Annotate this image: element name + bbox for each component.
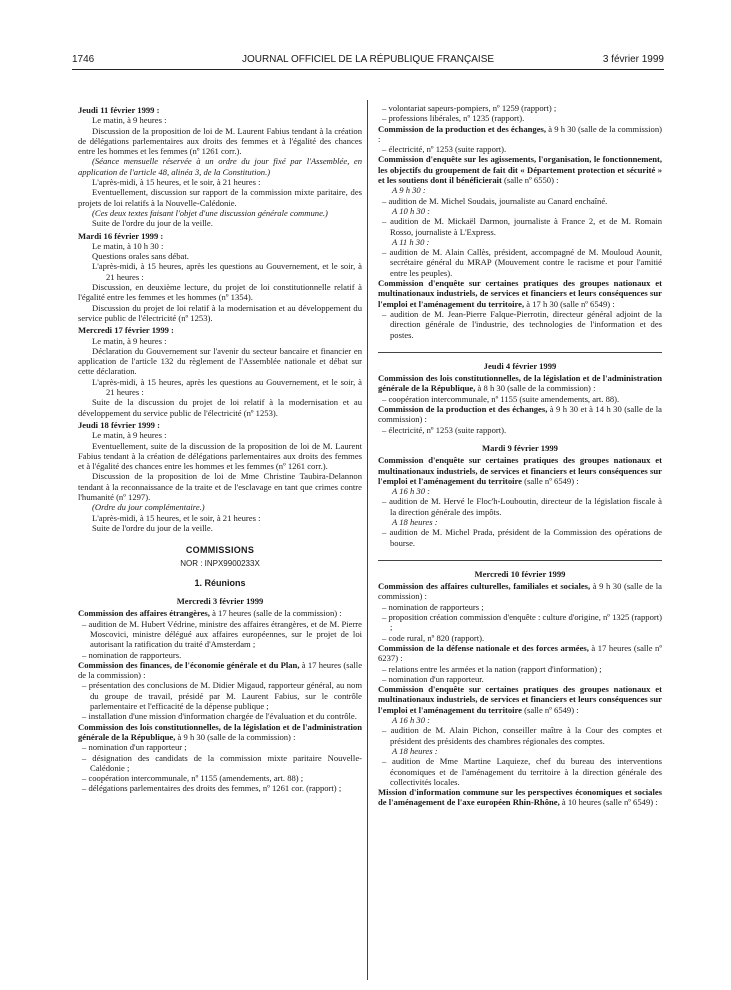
date-heading (78, 105, 362, 115)
list-item (378, 394, 662, 404)
text: (Séance mensuelle réservée à un ordre du jour fixé par l'Assemblée, en application de l'article 48, alinéa 3, de la Constitution.) (78, 156, 362, 177)
page-header (72, 54, 664, 68)
paragraph (378, 404, 662, 425)
subsection-title (78, 578, 362, 588)
text: – proposition création commission d'enquête : culture d'origine, nº 1325 (rapport) ; (382, 612, 662, 633)
text: – électricité, nº 1253 (suite rapport). (382, 144, 507, 155)
text: Eventuellement, discussion sur rapport de la commission mixte paritaire, des projets de loi relatifs à la Nouvelle-Calédonie. (78, 187, 362, 208)
list-item (78, 742, 362, 752)
paragraph (378, 643, 662, 664)
text: Mardi 16 février 1999 : (78, 230, 164, 241)
text: A 10 h 30 : (392, 205, 431, 216)
list-item (378, 725, 662, 746)
paragraph (378, 455, 662, 486)
text: – coopération intercommunale, nº 1155 (amendements, art. 88) ; (82, 773, 304, 784)
list-item (378, 216, 662, 237)
text: – audition de M. Alain Callès, président, accompagné de M. Mouloud Aounit, secrétaire général du MRAP (Mouvement contre le racisme et pour l'amitié entre les peuples). (382, 247, 662, 278)
text: à 17 heures (salle de la commission) : (78, 659, 363, 681)
text: Suite de l'ordre du jour de la veille. (92, 522, 213, 533)
paragraph (78, 208, 362, 218)
text: – audition de M. Mickaël Darmon, journaliste à France 2, et de M. Romain Rosso, journaliste à L'Express. (382, 216, 662, 237)
paragraph (78, 241, 362, 251)
text: Mardi 9 février 1999 (482, 442, 558, 453)
list-item (378, 674, 662, 684)
commission-name: Mission d'information commune sur les perspectives économiques et sociales de l'aménagement de l'axe européen Rhin-Rhône, (378, 787, 662, 808)
section-title (78, 545, 362, 555)
paragraph (78, 430, 362, 440)
paragraph (378, 684, 662, 715)
paragraph (78, 722, 362, 743)
text: à 8 h 30 (salle de la commission) : (475, 383, 596, 394)
text: – nomination de rapporteurs. (82, 649, 182, 660)
text: A 9 h 30 : (392, 185, 426, 196)
text: Le matin, à 9 heures : (92, 115, 167, 126)
right-column (378, 103, 662, 808)
list-item (378, 247, 662, 278)
text: à 17 h 30 (salle nº 6549) : (524, 298, 615, 309)
text: L'après-midi, à 15 heures, après les questions au Gouvernement, et le soir, à 21 heures : (92, 261, 362, 282)
text: Jeudi 18 février 1999 : (78, 419, 160, 430)
issue-date: 3 février 1999 (602, 54, 664, 65)
list-item (378, 196, 662, 206)
list-item (378, 664, 662, 674)
paragraph (78, 282, 362, 303)
paragraph (378, 185, 662, 195)
paragraph (378, 124, 662, 145)
text: – délégations parlementaires des droits des femmes, nº 1261 cor. (rapport) ; (82, 783, 342, 794)
text: – nomination de rapporteurs ; (382, 601, 484, 612)
paragraph (78, 115, 362, 125)
text: Jeudi 4 février 1999 (483, 360, 557, 371)
list-item (78, 711, 362, 721)
list-item (378, 144, 662, 154)
column-divider (367, 100, 368, 980)
paragraph (378, 373, 662, 394)
text: Mercredi 10 février 1999 (474, 568, 566, 579)
text: Discussion, en deuxième lecture, du projet de loi constitutionnelle relatif à l'égalité entre les femmes et les hommes (nº 1354). (78, 282, 362, 303)
text: Discussion du projet de loi relatif à la modernisation et au développement du service public de l'électricité (nº 1253). (78, 302, 362, 323)
day-heading (378, 443, 662, 453)
list-item (378, 633, 662, 643)
paragraph (78, 608, 362, 618)
paragraph (378, 486, 662, 496)
list-item (378, 113, 662, 123)
text: – volontariat sapeurs-pompiers, nº 1259 (rapport) ; (382, 103, 557, 113)
list-item (78, 773, 362, 783)
text: Suite de la discussion du projet de loi relatif à la modernisation et au développement du service public de l'électricité (nº 1253). (78, 397, 362, 418)
text: à 10 heures (salle nº 6549) : (559, 797, 658, 808)
text: Suite de l'ordre du jour de la veille. (92, 218, 213, 229)
text: – audition de M. Hubert Védrine, ministre des affaires étrangères, et de M. Pierre Moscovici, ministre délégué aux affaires européennes, sur le projet de loi autorisant la ratification du traité d'Amsterdam ; (82, 618, 362, 650)
commission-name: Commission des lois constitutionnelles, de la législation et de l'administration générale de la République, (378, 373, 662, 394)
paragraph (378, 517, 662, 527)
section-separator (378, 560, 662, 561)
date-heading (78, 231, 362, 241)
paragraph (78, 177, 362, 187)
text: Le matin, à 10 h 30 : (92, 240, 164, 251)
paragraph (78, 471, 362, 502)
commission-name: Commission des finances, de l'économie générale et du Plan, (78, 659, 300, 670)
day-heading (378, 361, 662, 371)
text: – coopération intercommunale, nº 1155 (suite amendements, art. 88). (382, 393, 620, 404)
text: – nomination d'un rapporteur. (382, 673, 484, 684)
paragraph (78, 377, 362, 398)
text: – nomination d'un rapporteur ; (82, 742, 187, 753)
nor-reference (78, 559, 362, 569)
day-heading (78, 596, 362, 606)
paragraph (78, 523, 362, 533)
commission-name: Commission de la production et des échanges, (378, 404, 548, 415)
list-item (378, 527, 662, 548)
paragraph (78, 346, 362, 377)
paragraph (378, 715, 662, 725)
text: Mercredi 3 février 1999 (176, 596, 264, 607)
paragraph (378, 206, 662, 216)
list-item (378, 496, 662, 517)
left-column (78, 103, 362, 794)
text: L'après-midi, à 15 heures, et le soir, à 21 heures : (92, 177, 261, 188)
text: A 18 heures : (392, 745, 438, 756)
paragraph (78, 502, 362, 512)
commission-name: Commission de la production et des échanges, (378, 123, 547, 134)
paragraph (378, 746, 662, 756)
commission-name: Commission d'enquête sur certaines pratiques des groupes nationaux et multinationaux industriels, de services et financiers et leurs conséquences sur l'emploi et l'aménagement du territoire (378, 684, 662, 715)
list-item (78, 650, 362, 660)
text: L'après-midi, à 15 heures, après les questions au Gouvernement, et le soir, à 21 heures : (92, 376, 362, 398)
text: A 16 h 30 : (392, 486, 431, 497)
page-number: 1746 (72, 54, 95, 65)
text: A 18 heures : (392, 516, 438, 527)
date-heading (78, 420, 362, 430)
text: – installation d'une mission d'information chargée de l'évaluation et du contrôle. (82, 711, 357, 722)
paragraph (78, 218, 362, 228)
text: A 16 h 30 : (392, 715, 431, 726)
list-item (378, 425, 662, 435)
paragraph (78, 397, 362, 418)
paragraph (78, 336, 362, 346)
text: – relations entre les armées et la nation (rapport d'information) ; (382, 663, 602, 674)
list-item (378, 602, 662, 612)
paragraph (78, 156, 362, 177)
text: Jeudi 11 février 1999 : (78, 105, 160, 115)
paragraph (78, 513, 362, 523)
commission-name: Commission des affaires culturelles, familiales et sociales, (378, 581, 591, 592)
text: L'après-midi, à 15 heures, et le soir, à 21 heures : (92, 512, 261, 523)
paragraph (78, 126, 362, 157)
commission-name: Commission de la défense nationale et des forces armées, (378, 642, 589, 653)
list-item (378, 103, 662, 113)
text: (salle nº 6550) : (501, 175, 559, 186)
commission-name: Commission d'enquête sur certaines pratiques des groupes nationaux et multinationaux industriels, de services et financiers et leurs conséquences sur l'emploi et l'aménagement du territoire (378, 455, 662, 486)
text: à 9 h 30 (salle de la commission) : (378, 123, 662, 144)
paragraph (378, 278, 662, 309)
text: – audition de Mme Martine Laquieze, chef du bureau des interventions économiques et de l'aménagement du territoire à la direction générale des collectivités locales. (382, 756, 662, 787)
text: Eventuellement, suite de la discussion de la proposition de loi de M. Laurent Fabius tendant à la création de délégations parlementaires aux droits des femmes et à l'égalité des chances entre les hommes et les femmes (nº 1261 corr.). (78, 440, 362, 472)
list-item (78, 783, 362, 793)
day-heading (378, 569, 662, 579)
text: Déclaration du Gouvernement sur l'avenir du secteur bancaire et financier en application de l'article 132 du règlement de l'Assemblée nationale et débat sur cette déclaration. (78, 345, 362, 377)
paragraph (78, 441, 362, 472)
text: (Ces deux textes faisant l'objet d'une discussion générale commune.) (92, 207, 328, 218)
list-item (378, 309, 662, 340)
text: – audition de M. Hervé le Floc'h-Louboutin, directeur de la législation fiscale à la direction générale des impôts. (382, 496, 662, 517)
date-heading (78, 325, 362, 335)
text: – désignation des candidats de la commission mixte paritaire Nouvelle-Calédonie ; (82, 752, 362, 773)
paragraph (378, 787, 662, 808)
list-item (78, 680, 362, 711)
text: – électricité, nº 1253 (suite rapport). (382, 424, 507, 435)
text: – audition de M. Alain Pichon, conseiller maître à la Cour des comptes et président des présidents des chambres régionales des comptes. (382, 725, 662, 746)
paragraph (378, 581, 662, 602)
text: Questions orales sans débat. (92, 251, 189, 262)
text: (Ordre du jour complémentaire.) (92, 502, 205, 513)
header-rule (72, 69, 664, 70)
text: (salle nº 6549) : (522, 704, 579, 715)
text: 1. Réunions (194, 577, 246, 588)
text: NOR : INPX9900233X (180, 559, 260, 569)
paragraph (378, 154, 662, 185)
text: Discussion de la proposition de loi de M. Laurent Fabius tendant à la création de délégations parlementaires aux droits des femmes et à l'égalité des chances entre les hommes et les femmes (nº 1261 corr.). (78, 125, 362, 157)
text: COMMISSIONS (185, 545, 255, 556)
text: à 17 heures (salle nº 6237) : (378, 642, 663, 664)
commission-name: Commission des lois constitutionnelles, de la législation et de l'administration générale de la République, (78, 721, 362, 742)
paragraph (78, 303, 362, 324)
text: Discussion de la proposition de loi de Mme Christine Taubira-Delannon tendant à la reconnaissance de la traite et de l'esclavage en tant que crimes contre l'humanité (nº 1297). (78, 471, 362, 502)
list-item (378, 756, 662, 787)
text: – audition de M. Michel Prada, président de la Commission des opérations de bourse. (382, 527, 662, 548)
paragraph (78, 660, 362, 681)
paragraph (78, 187, 362, 208)
paragraph (378, 237, 662, 247)
section-separator (378, 352, 662, 353)
text: à 9 h 30 et à 14 h 30 (salle de la commission) : (378, 404, 662, 425)
journal-title: JOURNAL OFFICIEL DE LA RÉPUBLIQUE FRANÇAISE (241, 54, 495, 65)
text: – code rural, nº 820 (rapport). (382, 632, 485, 643)
text: – audition de M. Michel Soudais, journaliste au Canard enchaîné. (382, 195, 608, 206)
text: Mercredi 17 février 1999 : (78, 325, 174, 336)
text: Le matin, à 9 heures : (92, 430, 167, 441)
text: A 11 h 30 : (392, 236, 430, 247)
commission-name: Commission des affaires étrangères, (78, 608, 210, 619)
text: – audition de M. Jean-Pierre Falque-Pierrotin, directeur général adjoint de la direction générale de l'industrie, des technologies de l'information et des postes. (382, 308, 662, 340)
commission-name: Commission d'enquête sur certaines pratiques des groupes nationaux et multinationaux industriels, de services et financiers et leurs conséquences sur l'emploi et l'aménagement du territoire, (378, 278, 662, 309)
text: à 9 h 30 (salle de la commission) : (378, 581, 662, 602)
paragraph (78, 261, 362, 282)
commission-name: Commission d'enquête sur les agissements, l'organisation, le fonctionnement, les objectifs du groupement de fait dit « Département protection et sécurité » et les soutiens dont il bénéficierait (378, 154, 662, 186)
text: à 9 h 30 (salle de la commission) : (175, 731, 296, 742)
paragraph (78, 251, 362, 261)
text: – professions libérales, nº 1235 (rapport). (382, 113, 525, 124)
text: – présentation des conclusions de M. Didier Migaud, rapporteur général, au nom du groupe de travail, présidé par M. Laurent Fabius, sur le contrôle parlementaire et l'efficacité de la dépense publique ; (82, 680, 362, 712)
text: Le matin, à 9 heures : (92, 335, 167, 346)
text: (salle nº 6549) : (522, 475, 579, 486)
list-item (78, 753, 362, 774)
text: à 17 heures (salle de la commission) : (209, 608, 342, 619)
list-item (78, 619, 362, 650)
list-item (378, 612, 662, 633)
